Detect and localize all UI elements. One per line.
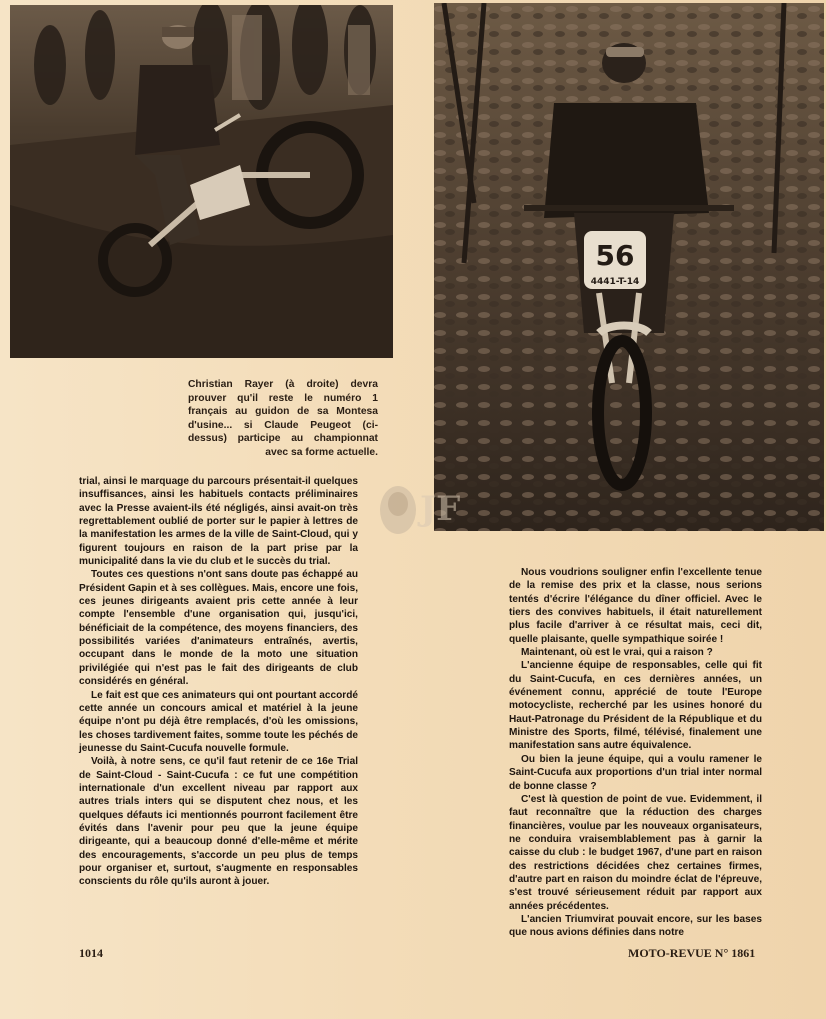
paragraph: trial, ainsi le marquage du parcours présentait-il quelques insuffisances, ainsi les habituels contacts préliminaires avec la Presse avaient-ils été négligés, ainsi avait-on très regrettablement oublié de porter sur le papier à lettres de la manifestation les armes de la ville de Saint-Cloud, qui y figurent toujours en raison de la part prise par la municipalité dans la vie du club et le succès du trial. (79, 476, 358, 568)
paragraph: Maintenant, où est le vrai, qui a raison ? (521, 647, 713, 659)
article-column-left (79, 475, 358, 889)
article-column-right (509, 566, 762, 940)
publisher-watermark-logo (376, 484, 466, 536)
paragraph: Nous voudrions souligner enfin l'excellente tenue de la remise des prix et la classe, nous serions tentés d'écrire l'élégance du dîner officiel. Avec le tiers des convives habituels, il était naturellement plus facile d'arriver à ce résultat mais, ceci dit, quelle plaisante, quelle sympathique soirée ! (509, 567, 762, 645)
publication-issue: MOTO-REVUE N° 1861 (628, 946, 756, 960)
paragraph: Voilà, à notre sens, ce qu'il faut retenir de ce 16e Trial de Saint-Cloud - Saint-Cucufa : ce fut une compétition internationale d'un excellent niveau par rapport aux autres trials inters qui se disputent chez nous, et les quelques défauts ici mentionnés pourront facilement être évités dans l'avenir pour peu que la jeune équipe dirigeante, qui a beaucoup donné d'elle-même et mérite des encouragements, s'accorde un peu plus de temps pour organiser et, surtout, s'augmente en responsables conscients du rôle qu'ils auront à jouer. (79, 756, 358, 888)
paragraph: L'ancienne équipe de responsables, celle qui fit du Saint-Cucufa, en ces dernières années, un événement connu, apprécié de toute l'Europe motocycliste, recherché par les usines honoré du Haut-Patronage du Président de la République et du Ministre des Sports, filmé, télévisé, finalement une manifestation sans autre équivalence. (509, 660, 762, 752)
photo-claude-peugeot (10, 5, 393, 358)
motorcycle-trial-photo-icon (10, 5, 393, 358)
paragraph: Le fait est que ces animateurs qui ont pourtant accordé cette année un concours amical et matériel à la jeune équipe n'ont pu déjà être remplacés, d'où les omissions, les choses tardivement faites, somme toute les péchés de jeunesse du Saint-Cucufa nouvelle formule. (79, 689, 358, 754)
photo-caption: Christian Rayer (à droite) devra prouver qu'il reste le numéro 1 français au guidon de sa Montesa d'usine... si Claude Peugeot (ci-dessus) participe au championnat avec sa forme actuelle. (188, 379, 378, 458)
photo-christian-rayer (434, 3, 824, 531)
paragraph: C'est là question de point de vue. Evidemment, il faut reconnaître que la réduction des charges financières, voulue par les nouveaux organisateurs, ne conduira vraisemblablement pas à garnir la caisse du club : le budget 1967, d'une part en raison des restrictions décidées chez certaines firmes, d'autre part en raison du moindre éclat de l'épreuve, s'est trouvé sérieusement réduit par rapport aux années précédentes. (509, 793, 762, 912)
page-number: 1014 (79, 946, 103, 960)
motorcycle-trial-photo-icon (434, 3, 824, 531)
svg-text:JF: JF (420, 489, 461, 529)
paragraph: Ou bien la jeune équipe, qui a voulu ramener le Saint-Cucufa aux proportions d'un trial inter normal de bonne classe ? (509, 753, 762, 792)
registration-plate: 4441-T-14 (590, 277, 640, 287)
paragraph: L'ancien Triumvirat pouvait encore, sur les bases que nous avions définies dans notre (509, 913, 762, 939)
race-number: 56 (595, 239, 635, 272)
paragraph: Toutes ces questions n'ont sans doute pas échappé au Président Gapin et à ses collègues. Mais, encore une fois, ces jeunes dirigeants avaient pris cette année à leur compte l'ensemble d'une organisation qui, jusqu'ici, bénéficiait de la compétence, des moyens financiers, des possibilités variées d'animateurs entraînés, avertis, occupant dans le monde de la moto une situation privilégiée qui n'est pas le fait des dirigeants de club considérés en général. (79, 569, 358, 688)
